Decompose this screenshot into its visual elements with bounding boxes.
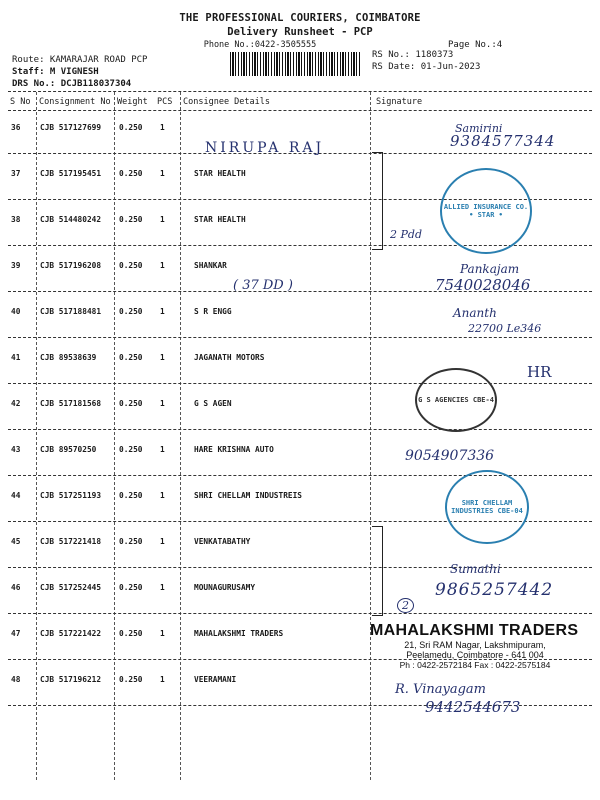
row-consignment: CJB 517181568 (40, 399, 102, 408)
handwritten-signature: Pankajam (460, 262, 520, 276)
row-consignee: VENKATABATHY (194, 537, 251, 546)
row-divider (8, 567, 592, 568)
row-pcs: 1 (160, 629, 165, 638)
row-weight: 0.250 (119, 675, 143, 684)
row-weight: 0.250 (119, 261, 143, 270)
row-weight: 0.250 (119, 583, 143, 592)
row-sno: 48 (11, 675, 21, 684)
row-sno: 43 (11, 445, 21, 454)
row-weight: 0.250 (119, 537, 143, 546)
handwritten-phone: 9865257442 (435, 580, 554, 600)
row-consignee: VEERAMANI (194, 675, 237, 684)
page-number: Page No.:4 (448, 40, 503, 50)
row-pcs: 1 (160, 123, 165, 132)
bracket-mark (372, 152, 383, 250)
row-weight: 0.250 (119, 353, 143, 362)
row-consignment: CJB 89570250 (40, 445, 97, 454)
row-consignee: MOUNAGURUSAMY (194, 583, 256, 592)
letterhead-phone: Ph : 0422-2572184 Fax : 0422-2575184 (399, 660, 551, 670)
row-sno: 36 (11, 123, 21, 132)
handwritten-phone: 9384577344 (450, 132, 556, 150)
row-sno: 45 (11, 537, 21, 546)
row-divider (8, 613, 592, 614)
row-pcs: 1 (160, 445, 165, 454)
row-consignment: CJB 517251193 (40, 491, 102, 500)
document-title: Delivery Runsheet - PCP (227, 26, 373, 38)
row-consignment: CJB 89538639 (40, 353, 97, 362)
row-consignment: CJB 517196208 (40, 261, 102, 270)
row-divider (8, 337, 592, 338)
row-divider (8, 429, 592, 430)
table-top-rule (8, 91, 592, 92)
col-header-signature: Signature (376, 97, 423, 107)
row-sno: 41 (11, 353, 21, 362)
handwritten-signature: R. Vinayagam (395, 682, 486, 697)
row-weight: 0.250 (119, 629, 143, 638)
row-sno: 38 (11, 215, 21, 224)
row-pcs: 1 (160, 675, 165, 684)
row-pcs: 1 (160, 261, 165, 270)
row-consignee: MAHALAKSHMI TRADERS (194, 629, 284, 638)
row-consignment: CJB 517196212 (40, 675, 102, 684)
row-pcs: 1 (160, 399, 165, 408)
row-weight: 0.250 (119, 215, 143, 224)
row-sno: 44 (11, 491, 21, 500)
stamp-chellam: SHRI CHELLAM INDUSTRIES CBE-04 (445, 470, 529, 544)
handwritten-name: NIRUPA RAJ (205, 140, 325, 156)
phone-number: Phone No.:0422-3505555 (203, 40, 317, 50)
letterhead-address: Peelamedu, Coimbatore - 641 004 (406, 650, 544, 660)
stamp-agencies: G S AGENCIES CBE-4 (415, 368, 497, 432)
row-pcs: 1 (160, 353, 165, 362)
row-sno: 37 (11, 169, 21, 178)
row-consignment: CJB 517252445 (40, 583, 102, 592)
handwritten-phone: 7540028046 (435, 276, 531, 294)
col-header-pcs: PCS (157, 97, 173, 107)
row-divider (8, 383, 592, 384)
handwritten-mark: 2 Pdd (390, 228, 422, 241)
row-weight: 0.250 (119, 123, 143, 132)
row-consignee: S R ENGG (194, 307, 232, 316)
row-consignee: JAGANATH MOTORS (194, 353, 265, 362)
row-consignment: CJB 517188481 (40, 307, 102, 316)
handwritten-note: 22700 Le346 (468, 322, 542, 335)
row-consignee: STAR HEALTH (194, 215, 246, 224)
handwritten-signature: Samirini (455, 122, 503, 135)
handwritten-signature: Ananth (453, 306, 497, 320)
col-header-consignee: Consignee Details (183, 97, 270, 107)
letterhead-address: 21, Sri RAM Nagar, Lakshmipuram, (404, 640, 546, 650)
row-sno: 46 (11, 583, 21, 592)
row-pcs: 1 (160, 583, 165, 592)
row-consignment: CJB 514480242 (40, 215, 102, 224)
row-consignee: G S AGEN (194, 399, 232, 408)
row-consignee: HARE KRISHNA AUTO (194, 445, 274, 454)
row-weight: 0.250 (119, 169, 143, 178)
row-consignment: CJB 517195451 (40, 169, 102, 178)
header-bottom-rule (8, 110, 592, 111)
row-sno: 40 (11, 307, 21, 316)
stamp-allied: ALLIED INSURANCE CO. • STAR • (440, 168, 532, 254)
row-weight: 0.250 (119, 399, 143, 408)
barcode (230, 52, 360, 76)
row-consignee: STAR HEALTH (194, 169, 246, 178)
handwritten-phone: 9054907336 (405, 448, 495, 464)
row-pcs: 1 (160, 169, 165, 178)
rs-number: RS No.: 1180373 (372, 50, 454, 60)
row-pcs: 1 (160, 491, 165, 500)
handwritten-code: ( 37 DD ) (233, 278, 293, 293)
row-pcs: 1 (160, 537, 165, 546)
col-header-consignment: Consignment No (39, 97, 111, 107)
row-pcs: 1 (160, 307, 165, 316)
col-header-sno: S No (10, 97, 31, 107)
rs-date: RS Date: 01-Jun-2023 (372, 62, 481, 72)
row-consignment: CJB 517221418 (40, 537, 102, 546)
handwritten-mark: 2 (397, 598, 414, 613)
row-pcs: 1 (160, 215, 165, 224)
col-header-weight: Weight (117, 97, 148, 107)
stamp-letterhead (370, 622, 580, 670)
row-consignee: SHANKAR (194, 261, 227, 270)
row-sno: 39 (11, 261, 21, 270)
row-weight: 0.250 (119, 445, 143, 454)
letterhead-name: MAHALAKSHMI TRADERS (370, 622, 579, 639)
row-sno: 42 (11, 399, 21, 408)
handwritten-phone: 9442544673 (425, 698, 521, 716)
handwritten-signature: HR (527, 363, 552, 381)
row-consignee: SHRI CHELLAM INDUSTREIS (194, 491, 302, 500)
drs-number: DRS No.: DCJB118037304 (12, 79, 132, 89)
staff: Staff: M VIGNESH (12, 67, 99, 77)
bracket-mark (372, 526, 383, 616)
row-weight: 0.250 (119, 491, 143, 500)
row-consignment: CJB 517221422 (40, 629, 102, 638)
row-sno: 47 (11, 629, 21, 638)
row-consignment: CJB 517127699 (40, 123, 102, 132)
row-weight: 0.250 (119, 307, 143, 316)
handwritten-signature: Sumathi (450, 562, 501, 576)
company-name: THE PROFESSIONAL COURIERS, COIMBATORE (179, 12, 421, 24)
route: Route: KAMARAJAR ROAD PCP (12, 55, 148, 65)
